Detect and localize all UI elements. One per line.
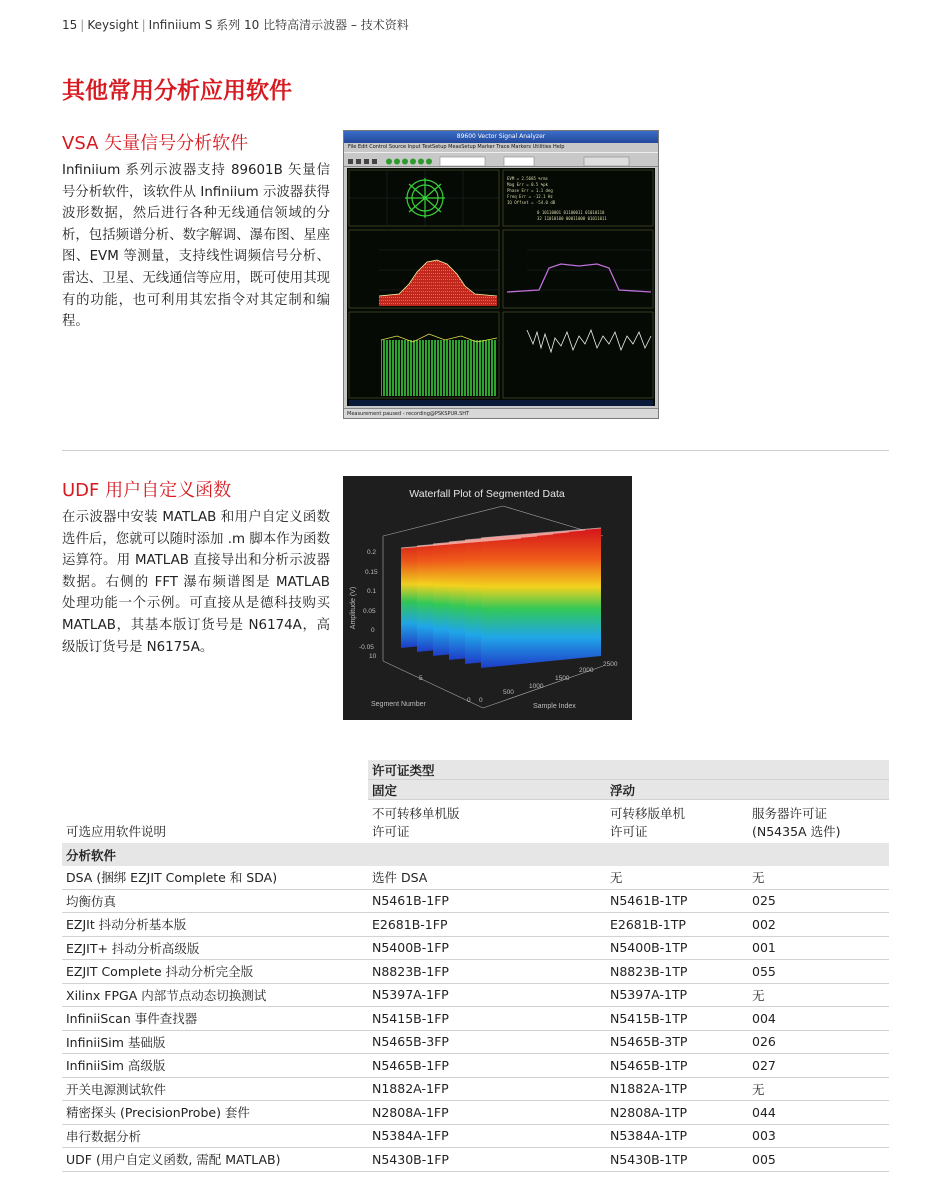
z-tick: 0.15 xyxy=(365,569,378,576)
svg-text:Phase Err = 1.1 deg: Phase Err = 1.1 deg xyxy=(507,188,553,193)
svg-text:32 11010100 00011000 01011011: 32 11010100 00011000 01011011 xyxy=(537,216,607,221)
z-axis-label: Amplitude (V) xyxy=(350,586,357,630)
samp-tick: 500 xyxy=(503,689,514,696)
svg-text:Freq Err = -12.1 Hz: Freq Err = -12.1 Hz xyxy=(507,194,553,199)
seg-axis-label: Segment Number xyxy=(371,701,426,708)
vsa-display xyxy=(347,168,655,406)
page-title: 其他常用分析应用软件 xyxy=(62,78,292,104)
vsa-toolbar-icons xyxy=(344,155,658,168)
vsa-window-title: 89600 Vector Signal Analyzer xyxy=(344,131,658,143)
vsa-screenshot xyxy=(343,130,659,419)
z-tick: -0.05 xyxy=(359,644,374,651)
license-type-header: 许可证类型 xyxy=(368,760,889,780)
z-tick: 0.05 xyxy=(363,608,376,615)
table-row: DSA (捆绑 EZJIT Complete 和 SDA) 选件 DSA 无 无 xyxy=(62,866,889,889)
section-divider xyxy=(62,450,889,451)
seg-tick: 5 xyxy=(419,675,423,682)
samp-tick: 1000 xyxy=(529,683,544,690)
page-header: 15 | Keysight | Infiniium S 系列 10 比特高清示波器 – 技术资料 xyxy=(62,18,409,32)
svg-text:0 10110001 01100011 01010110: 0 10110001 01100011 01010110 xyxy=(537,210,605,215)
floating-header: 浮动 xyxy=(606,780,889,800)
table-row: 开关电源测试软件 N1882A-1FP N1882A-1TP 无 xyxy=(62,1077,889,1101)
table-row: 均衡仿真 N5461B-1FP N5461B-1TP 025 xyxy=(62,889,889,913)
vsa-menu-bar: File Edit Control Source Input TestSetup MeasSetup Marker Trace Markers Utilities Help xyxy=(348,144,565,150)
table-row: InfiniiSim 高级版 N5465B-1FP N5465B-1TP 027 xyxy=(62,1054,889,1078)
col-server-header: 服务器许可证 (N5435A 选件) xyxy=(752,806,841,839)
table-row: Xilinx FPGA 内部节点动态切换测试 N5397A-1FP N5397A-1TP 无 xyxy=(62,983,889,1007)
table-row: EZJIT+ 抖动分析高级版 N5400B-1FP N5400B-1TP 001 xyxy=(62,936,889,960)
waterfall-plot xyxy=(343,476,632,720)
col-fixed-header: 不可转移单机版 许可证 xyxy=(372,806,460,839)
col-description-header: 可选应用软件说明 xyxy=(66,824,167,839)
z-tick: 0.1 xyxy=(367,588,377,595)
vsa-traces xyxy=(347,168,655,406)
waterfall-graphic xyxy=(343,476,632,720)
table-row: 串行数据分析 N5384A-1FP N5384A-1TP 003 xyxy=(62,1124,889,1148)
document-title: Infiniium S 系列 10 比特高清示波器 – 技术资料 xyxy=(148,18,409,32)
table-row: EZJIT Complete 抖动分析完全版 N8823B-1FP N8823B-1TP 055 xyxy=(62,960,889,984)
table-row: InfiniiScan 事件查找器 N5415B-1FP N5415B-1TP 004 xyxy=(62,1007,889,1031)
udf-description: 在示波器中安装 MATLAB 和用户自定义函数选件后，您就可以随时添加 .m 脚本作为函数运算符。用 MATLAB 直接导出和分析示波器数据。右侧的 FFT 瀑布频谱图是 MATLAB 处理功能一个示例。可直接从是德科技购买 MATLAB，其基本版订货号是 N6174A，高级版订货号是 N6175A。 xyxy=(62,510,330,655)
table-row: 精密探头 (PrecisionProbe) 套件 N2808A-1FP N2808A-1TP 044 xyxy=(62,1101,889,1125)
samp-tick: 0 xyxy=(479,697,483,704)
z-tick: 0 xyxy=(371,627,375,634)
svg-text:Mag Err = 0.5 %pk: Mag Err = 0.5 %pk xyxy=(507,182,548,187)
page-number: 15 xyxy=(62,18,78,32)
seg-tick: 0 xyxy=(467,697,471,704)
z-tick: 0.2 xyxy=(367,549,377,556)
col-floating-header: 可转移版单机 许可证 xyxy=(610,806,686,839)
license-table xyxy=(62,760,889,1172)
samp-axis-label: Sample Index xyxy=(533,703,576,710)
brand-name: Keysight xyxy=(87,18,139,32)
fixed-header: 固定 xyxy=(368,780,606,800)
vsa-description: Infiniium 系列示波器支持 89601B 矢量信号分析软件，该软件从 Infiniium 示波器获得波形数据，然后进行各种无线通信领域的分析，包括频谱分析、数字解调、瀑布图、星座图、EVM 等测量，支持线性调频信号分析、雷达、卫星、无线通信等应用，既可使用其现有的功能，也可利用其宏指令对其定制和编程。 xyxy=(62,163,330,330)
samp-tick: 1500 xyxy=(555,675,570,682)
svg-text:IQ Offset = -54.0 dB: IQ Offset = -54.0 dB xyxy=(507,200,556,205)
table-row: InfiniiSim 基础版 N5465B-3FP N5465B-3TP 026 xyxy=(62,1030,889,1054)
samp-tick: 2000 xyxy=(579,667,594,674)
vsa-status-bar: Measurement paused - recording@PSKSPUR.SHT xyxy=(344,408,658,418)
vsa-section-title: VSA 矢量信号分析软件 xyxy=(62,133,249,154)
svg-text:EVM = 2.5685 %rms: EVM = 2.5685 %rms xyxy=(507,176,548,181)
udf-section-title: UDF 用户自定义函数 xyxy=(62,480,232,501)
seg-tick: 10 xyxy=(369,653,377,660)
vsa-toolbar xyxy=(344,152,658,167)
table-row: EZJIt 抖动分析基本版 E2681B-1FP E2681B-1TP 002 xyxy=(62,913,889,937)
table-row: UDF (用户自定义函数, 需配 MATLAB) N5430B-1FP N5430B-1TP 005 xyxy=(62,1148,889,1172)
samp-tick: 2500 xyxy=(603,661,618,668)
category-header: 分析软件 xyxy=(62,843,889,866)
waterfall-title: Waterfall Plot of Segmented Data xyxy=(409,488,565,500)
